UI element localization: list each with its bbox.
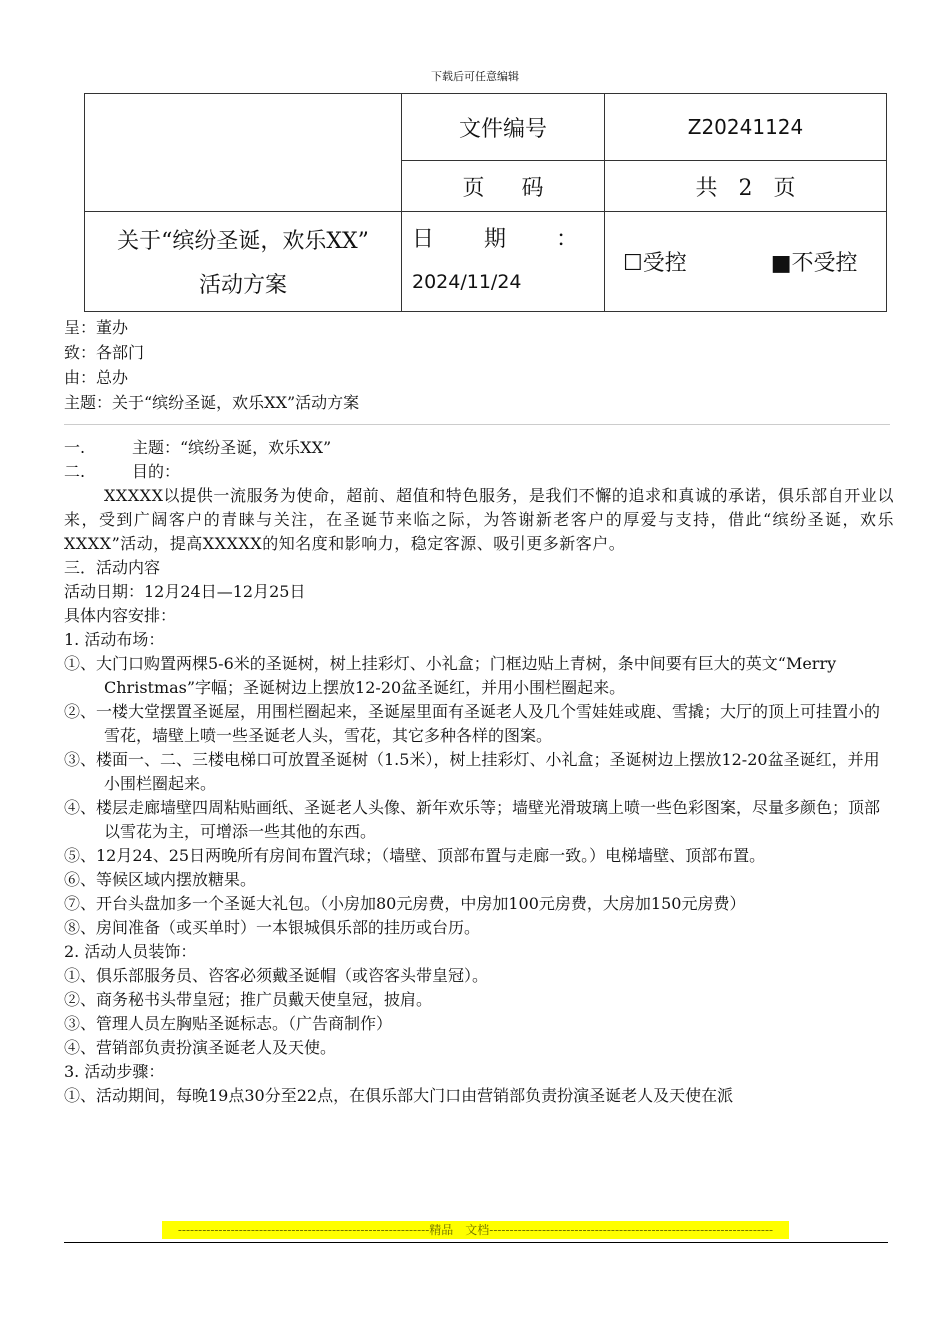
layout-heading: 1. 活动布场： (64, 630, 165, 649)
doc-title-line2: 活动方案 (198, 272, 287, 298)
staff-item-2: ②、商务秘书头带皇冠；推广员戴天使皇冠，披肩。 (64, 990, 433, 1009)
staff-item-1: ①、俱乐部服务员、咨客必须戴圣诞帽（或咨客头带皇冠）。 (64, 966, 489, 985)
layout-item-7: ⑦、开台头盘加多一个圣诞大礼包。（小房加80元房费，中房加100元房费，大房加150元房费） (64, 894, 746, 913)
footer-banner: --------------------------------------------------------------精品 文档---------------------------------------------------------------------- (162, 1221, 789, 1239)
header-note: 下载后可任意编辑 (431, 70, 519, 83)
staff-item-4: ④、营销部负责扮演圣诞老人及天使。 (64, 1038, 337, 1057)
memo-cc: 致：各部门 (64, 343, 145, 362)
date-value: 2024/11/24 (412, 271, 522, 293)
controlled-checkbox[interactable]: ☐受控 (623, 251, 687, 276)
layout-item-5: ⑤、12月24、25日两晚所有房间布置汽球；（墙壁、顶部布置与走廊一致。）电梯墙壁、顶部布置。 (64, 846, 766, 865)
date-label-char2: 期 (483, 227, 506, 252)
document-body (64, 436, 894, 1108)
footer-rule (64, 1242, 888, 1243)
memo-subject: 主题：关于“缤纷圣诞，欢乐XX”活动方案 (64, 393, 360, 412)
uncontrolled-checkbox[interactable]: ■不受控 (770, 251, 858, 276)
section-1-text: 主题：“缤纷圣诞，欢乐XX” (132, 438, 332, 457)
layout-item-4: ④、楼层走廊墙壁四周粘贴画纸、圣诞老人头像、新年欢乐等；墙壁光滑玻璃上喷一些色彩图案，尽量多颜色；顶部以雪花为主，可增添一些其他的东西。 (64, 798, 881, 841)
section-1 (64, 436, 894, 460)
layout-item-3: ③、楼面一、二、三楼电梯口可放置圣诞树（1.5米），树上挂彩灯、小礼盒；圣诞树边上摆放12-20盆圣诞红，并用小围栏圈起来。 (64, 750, 880, 793)
staff-heading: 2. 活动人员装饰： (64, 942, 197, 961)
steps-item-1: ①、活动期间，每晚19点30分至22点，在俱乐部大门口由营销部负责扮演圣诞老人及天使在派 (64, 1086, 734, 1105)
date-label-char1: 日 (412, 227, 435, 252)
doc-title-cell (85, 212, 402, 312)
staff-item-3: ③、管理人员左胸贴圣诞标志。（广告商制作） (64, 1014, 393, 1033)
activity-dates: 活动日期：12月24日—12月25日 (64, 582, 306, 601)
layout-item-1: ①、大门口购置两棵5-6米的圣诞树，树上挂彩灯、小礼盒；门框边贴上青树，条中间要有巨大的英文“Merry Christmas”字幅；圣诞树边上摆放12-20盆圣诞红，并用小围栏圈起来。 (64, 654, 837, 697)
document-info-table (84, 93, 887, 312)
arrangement-heading: 具体内容安排： (64, 606, 177, 625)
page-value: 共 2 页 (605, 161, 887, 212)
section-3: 三．活动内容 (64, 558, 161, 577)
purpose-paragraph: XXXXX以提供一流服务为使命，超前、超值和特色服务，是我们不懈的追求和真诚的承诺，俱乐部自开业以来，受到广阔客户的青睐与关注，在圣诞节来临之际，为答谢新老客户的厚爱与支持，借此“缤纷圣诞，欢乐XXXX”活动，提高XXXXX的知名度和影响力，稳定客源、吸引更多新客户。 (64, 486, 894, 553)
memo-from: 由：总办 (64, 368, 129, 387)
divider (64, 424, 890, 425)
layout-item-8: ⑧、房间准备（或买单时）一本银城俱乐部的挂历或台历。 (64, 918, 481, 937)
doc-title-line1: 关于“缤纷圣诞，欢乐XX” (117, 228, 369, 254)
control-status-cell (605, 212, 887, 312)
date-label-colon: ： (555, 227, 578, 252)
section-2 (64, 460, 894, 484)
date-cell (402, 212, 605, 312)
section-1-number: 一. (64, 438, 86, 457)
doc-number-value: Z20241124 (605, 94, 887, 161)
date-label (402, 212, 604, 253)
blank-logo-cell (85, 94, 402, 212)
layout-item-2: ②、一楼大堂摆置圣诞屋，用围栏圈起来，圣诞屋里面有圣诞老人及几个雪娃娃或鹿、雪撬；大厅的顶上可挂置小的雪花，墙壁上喷一些圣诞老人头，雪花，其它多种各样的图案。 (64, 702, 881, 745)
doc-number-label: 文件编号 (402, 94, 605, 161)
section-2-text: 目的： (132, 462, 181, 481)
section-2-number: 二. (64, 462, 86, 481)
layout-item-6: ⑥、等候区域内摆放糖果。 (64, 870, 257, 889)
steps-heading: 3. 活动步骤： (64, 1062, 165, 1081)
page-label: 页 码 (402, 161, 605, 212)
memo-to: 呈：董办 (64, 318, 129, 337)
